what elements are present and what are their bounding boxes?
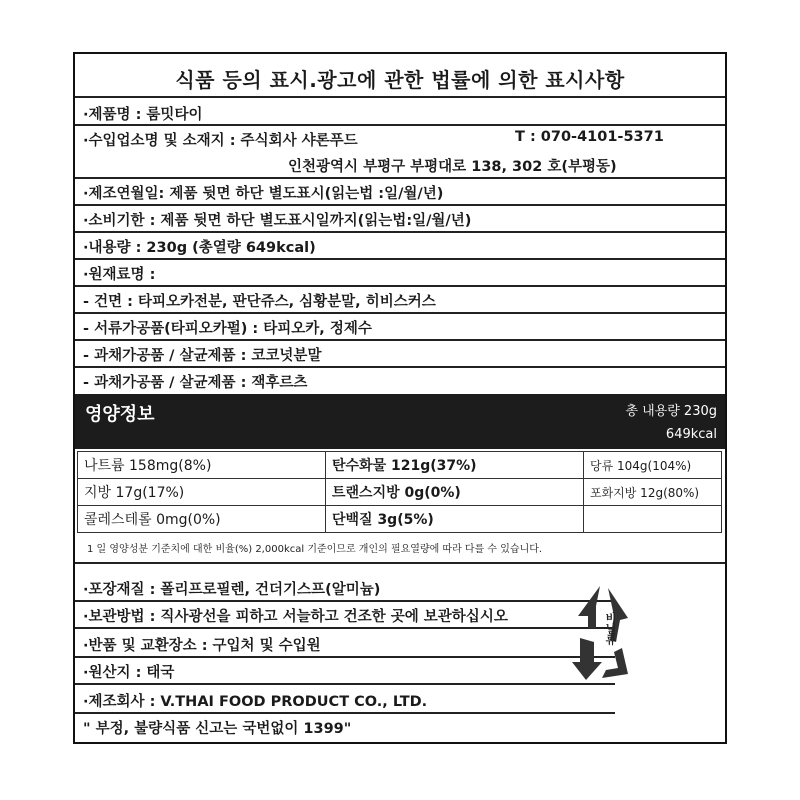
- nutrition-total: [625, 400, 717, 446]
- nutrition-header: [75, 394, 725, 449]
- returns: ·반품 및 교환장소 : 구입처 및 수입원: [83, 638, 321, 654]
- product-name: ·제품명 : 룸밋타이: [83, 107, 203, 123]
- divider: [75, 204, 725, 206]
- storage: ·보관방법 : 직사광선을 피하고 서늘하고 건조한 곳에 보관하십시오: [83, 609, 508, 625]
- nutrition-total-kcal: 649kcal: [665, 427, 717, 442]
- table-row: [78, 452, 722, 479]
- ingredient-item: - 과채가공품 / 살균제품 : 코코넛분말: [83, 348, 322, 364]
- nutrition-title: 영양정보: [85, 404, 155, 425]
- divider: [75, 177, 725, 179]
- importer: ·수입업소명 및 소재지 : 주식회사 샤론푸드: [83, 133, 358, 149]
- divider: [75, 124, 725, 126]
- nutrient-cell: [584, 506, 722, 533]
- importer-address: 인천광역시 부평구 부평대로 138, 302 호(부평동): [288, 159, 617, 175]
- divider: [75, 683, 615, 685]
- table-row: [78, 479, 722, 506]
- divider: [75, 96, 725, 98]
- nutrition-table: [77, 451, 722, 533]
- divider: [75, 656, 615, 658]
- nutrient-cell: 당류 104g(104%): [584, 452, 722, 479]
- divider: [75, 231, 725, 233]
- divider: [75, 600, 615, 602]
- recycle-label: 비닐류: [604, 612, 617, 645]
- mfg-date: ·제조연월일: 제품 뒷면 하단 별도표시(읽는법 :일/월/년): [83, 186, 444, 202]
- nutrient-cell: 트랜스지방 0g(0%): [326, 479, 584, 506]
- nutrient-cell: 콜레스테롤 0mg(0%): [78, 506, 326, 533]
- ingredient-item: - 과채가공품 / 살균제품 : 잭후르츠: [83, 375, 308, 391]
- divider: [75, 285, 725, 287]
- origin: ·원산지 : 태국: [83, 665, 175, 681]
- expiry-date: ·소비기한 : 제품 뒷면 하단 별도표시일까지(읽는법:일/월/년): [83, 213, 472, 229]
- divider: [75, 258, 725, 260]
- nutrient-cell: 지방 17g(17%): [78, 479, 326, 506]
- ingredient-item: - 서류가공품(타피오카펄) : 타피오카, 정제수: [83, 321, 372, 337]
- nutrient-cell: 탄수화물 121g(37%): [326, 452, 584, 479]
- packaging: ·포장재질 : 폴리프로필렌, 건더기스프(알미늄): [83, 582, 381, 598]
- report-notice: " 부정, 불량식품 신고는 국번없이 1399": [83, 721, 352, 737]
- divider: [75, 562, 725, 564]
- net-content: ·내용량 : 230g (총열량 649kcal): [83, 240, 316, 256]
- manufacturer: ·제조회사 : V.THAI FOOD PRODUCT CO., LTD.: [83, 694, 428, 710]
- nutrient-cell: 단백질 3g(5%): [326, 506, 584, 533]
- ingredients-label: ·원재료명 :: [83, 267, 156, 283]
- divider: [75, 312, 725, 314]
- ingredient-item: - 건면 : 타피오카전분, 판단쥬스, 심황분말, 히비스커스: [83, 294, 436, 310]
- nutrient-cell: 나트륨 158mg(8%): [78, 452, 326, 479]
- label-title: 식품 등의 표시.광고에 관한 법률에 의한 표시사항: [175, 68, 625, 92]
- table-row: [78, 506, 722, 533]
- nutrition-total-weight: 총 내용량 230g: [625, 404, 717, 419]
- importer-phone: T : 070-4101-5371: [515, 129, 664, 145]
- nutrition-note: 1 일 영양성분 기준치에 대한 비율(%) 2,000kcal 기준이므로 개인의 필요열량에 따라 다를 수 있습니다.: [87, 544, 543, 555]
- divider: [75, 339, 725, 341]
- divider: [75, 366, 725, 368]
- divider: [75, 627, 615, 629]
- divider: [75, 712, 615, 714]
- nutrient-cell: 포화지방 12g(80%): [584, 479, 722, 506]
